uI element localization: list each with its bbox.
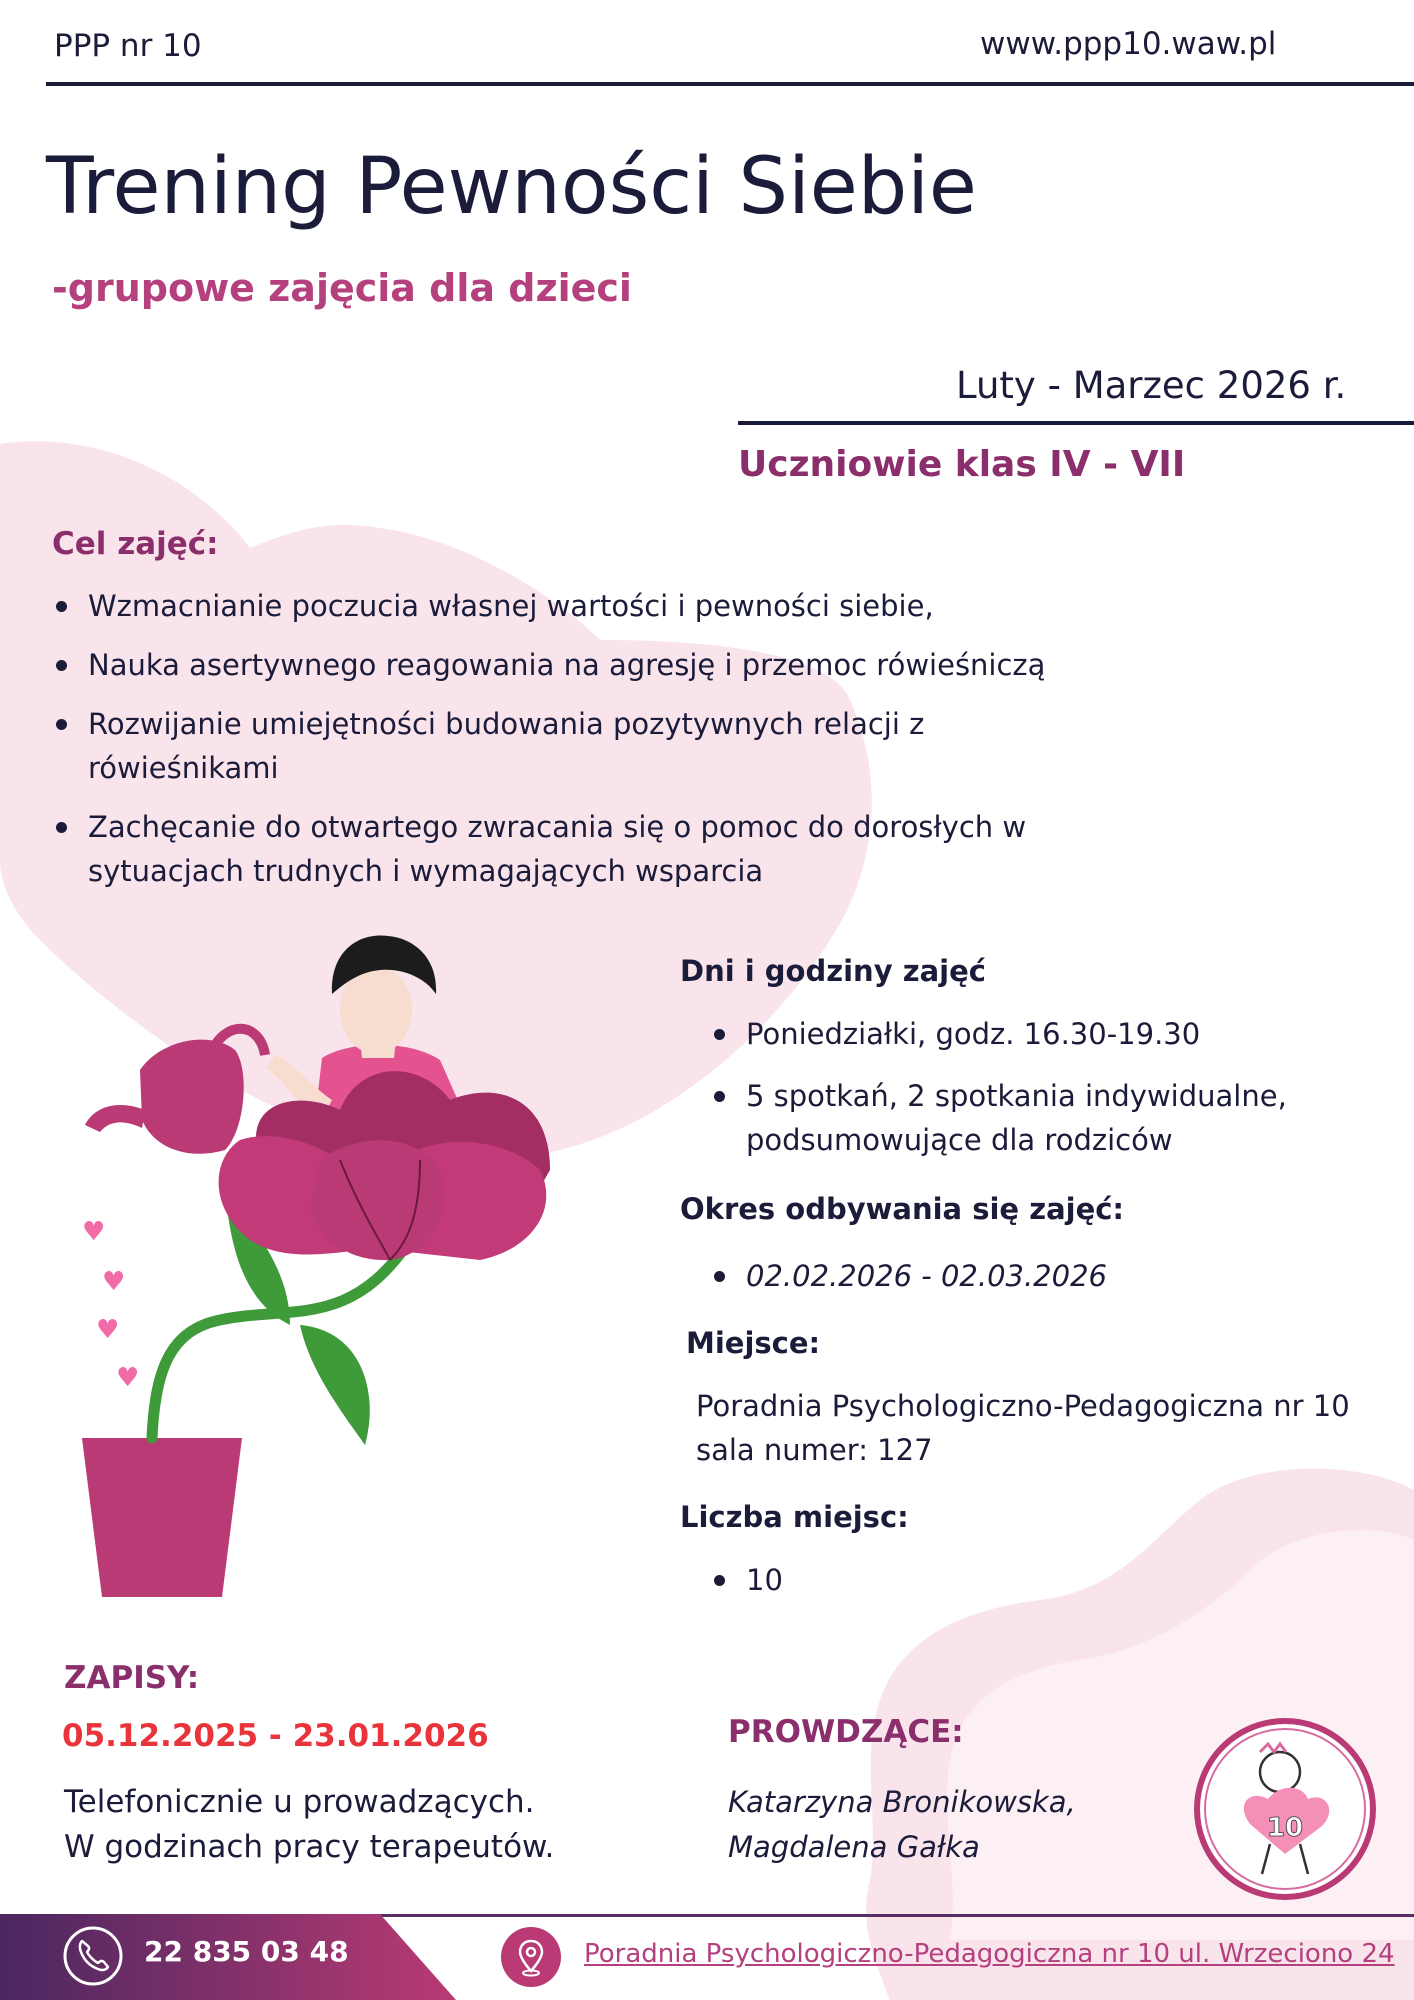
logo-text: 10: [1266, 1813, 1304, 1843]
heart-icon: ♥: [102, 1267, 126, 1297]
flower-pot: [82, 1438, 242, 1597]
registration-heading: ZAPISY:: [64, 1660, 200, 1696]
seats-heading: Liczba miejsc:: [680, 1500, 909, 1534]
dates-divider: [738, 421, 1414, 425]
page-title: Trening Pewności Siebie: [46, 142, 977, 232]
list-item: Rozwijanie umiejętności budowania pozytywnych relacji z rówieśnikami: [52, 702, 1112, 790]
place-name: Poradnia Psychologiczno-Pedagogiczna nr 10: [696, 1389, 1350, 1423]
phone-icon[interactable]: [62, 1925, 124, 1987]
header-website[interactable]: www.ppp10.waw.pl: [980, 26, 1277, 62]
header-org: PPP nr 10: [54, 28, 202, 64]
heart-icon: ♥: [116, 1363, 140, 1393]
watering-can-spout: [85, 1105, 145, 1132]
heart-icon: ♥: [82, 1217, 106, 1247]
list-item: Poniedziałki, godz. 16.30-19.30: [710, 1012, 1410, 1056]
schedule-list: [710, 1012, 1410, 1180]
flower-illustration: [60, 910, 620, 1610]
watering-can-body: [140, 1040, 244, 1154]
audience-label: Uczniowie klas IV - VII: [738, 444, 1186, 485]
schedule-heading: Dni i godziny zajęć: [680, 954, 986, 988]
registration-dates: 05.12.2025 - 23.01.2026: [62, 1718, 489, 1754]
page-subtitle: -grupowe zajęcia dla dzieci: [52, 266, 632, 310]
leader-name: Katarzyna Bronikowska,: [728, 1785, 1076, 1819]
registration-line: W godzinach pracy terapeutów.: [64, 1829, 555, 1865]
list-item: Nauka asertywnego reagowania na agresję i przemoc rówieśniczą: [52, 643, 1112, 687]
logo-seal: [1190, 1714, 1380, 1904]
list-item: Zachęcanie do otwartego zwracania się o pomoc do dorosłych w sytuacjach trudnych i wymagających wsparcia: [52, 805, 1112, 893]
goals-heading: Cel zajęć:: [52, 526, 219, 562]
leader-name: Magdalena Gałka: [728, 1830, 980, 1864]
place-heading: Miejsce:: [686, 1326, 821, 1360]
place-room: sala numer: 127: [696, 1433, 933, 1467]
leaf-right: [300, 1325, 370, 1445]
period-heading: Okres odbywania się zajęć:: [680, 1192, 1125, 1226]
location-pin-icon: [500, 1926, 562, 1988]
footer-phone[interactable]: 22 835 03 48: [144, 1935, 349, 1968]
place-details: [696, 1384, 1350, 1472]
goals-list: [52, 584, 1112, 908]
period-list: [710, 1254, 1410, 1316]
seats-list: [710, 1558, 1410, 1620]
list-item: 02.02.2026 - 02.03.2026: [710, 1254, 1410, 1298]
dates-label: Luty - Marzec 2026 r.: [956, 364, 1347, 407]
heart-icon: ♥: [96, 1315, 120, 1345]
leaders-names: [728, 1780, 1076, 1870]
header-divider: [46, 82, 1414, 86]
footer-address-link[interactable]: Poradnia Psychologiczno-Pedagogiczna nr 10 ul. Wrzeciono 24: [584, 1939, 1395, 1969]
flower-stem: [152, 1240, 410, 1438]
list-item: Wzmacnianie poczucia własnej wartości i pewności siebie,: [52, 584, 1112, 628]
list-item: 10: [710, 1558, 1410, 1602]
registration-info: [64, 1780, 554, 1870]
leaders-heading: PROWDZĄCE:: [728, 1714, 964, 1750]
registration-line: Telefonicznie u prowadzących.: [64, 1784, 535, 1820]
list-item: 5 spotkań, 2 spotkania indywidualne, podsumowujące dla rodziców: [710, 1074, 1410, 1162]
